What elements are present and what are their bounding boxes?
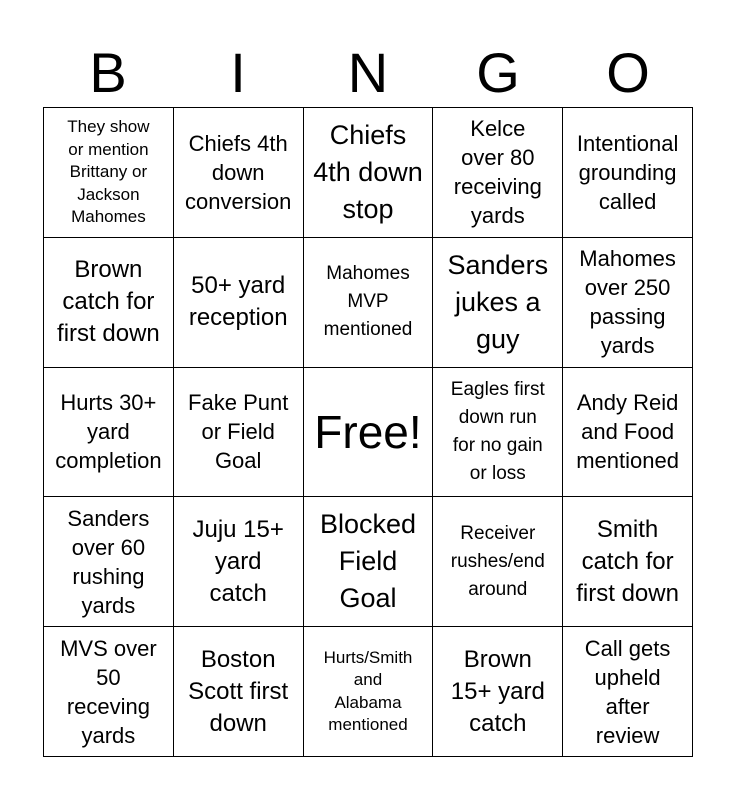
cell-text: They show or mention Brittany or Jackson Mahomes <box>67 117 150 227</box>
bingo-cell[interactable] <box>433 368 563 498</box>
cell-text: Brown 15+ yard catch <box>450 645 545 737</box>
bingo-cell[interactable] <box>174 238 304 368</box>
cell-text: Eagles first down run for no gain or loss <box>450 378 545 484</box>
header-letter-o: O <box>606 41 650 104</box>
cell-text: Kelce over 80 receiving yards <box>453 116 542 229</box>
cell-text: Chiefs 4th down conversion <box>185 130 292 214</box>
bingo-cell[interactable] <box>174 497 304 627</box>
cell-text: Brown catch for first down <box>57 256 160 348</box>
cell-text: 50+ yard reception <box>188 272 288 332</box>
bingo-cell[interactable] <box>44 108 174 238</box>
cell-text: Chiefs 4th down stop <box>313 119 423 224</box>
cell-text: Fake Punt or Field Goal <box>188 390 289 474</box>
bingo-cell[interactable] <box>44 368 174 498</box>
free-space[interactable] <box>304 368 434 498</box>
bingo-cell[interactable] <box>44 627 174 757</box>
bingo-cell[interactable] <box>174 108 304 238</box>
bingo-cell[interactable] <box>174 627 304 757</box>
header-letter-b: B <box>89 41 127 104</box>
header-letter-n: N <box>347 41 389 104</box>
cell-text: Intentional grounding called <box>576 130 679 214</box>
bingo-cell[interactable] <box>304 238 434 368</box>
bingo-cell[interactable] <box>304 108 434 238</box>
bingo-header <box>43 40 693 106</box>
bingo-cell[interactable] <box>304 627 434 757</box>
bingo-cell[interactable] <box>174 368 304 498</box>
cell-text: Juju 15+ yard catch <box>192 515 284 607</box>
cell-text: Mahomes MVP mentioned <box>323 263 413 341</box>
bingo-cell[interactable] <box>563 108 693 238</box>
cell-text: Mahomes over 250 passing yards <box>579 246 676 359</box>
bingo-cell[interactable] <box>563 627 693 757</box>
cell-text: Blocked Field Goal <box>319 509 417 614</box>
cell-text: MVS over 50 receving yards <box>60 635 157 748</box>
cell-text: Hurts 30+ yard completion <box>55 390 162 474</box>
bingo-cell[interactable] <box>563 238 693 368</box>
bingo-cell[interactable] <box>433 627 563 757</box>
cell-text: Andy Reid and Food mentioned <box>576 390 679 474</box>
free-space-text: Free! <box>314 405 422 458</box>
bingo-cell[interactable] <box>44 238 174 368</box>
bingo-board <box>43 107 693 757</box>
header-letter-g: G <box>476 41 520 104</box>
cell-text: Receiver rushes/end around <box>450 522 545 600</box>
header-letter-i: I <box>230 41 246 104</box>
bingo-cell[interactable] <box>44 497 174 627</box>
bingo-cell[interactable] <box>304 497 434 627</box>
cell-text: Boston Scott first down <box>188 645 289 737</box>
cell-text: Sanders over 60 rushing yards <box>67 505 150 618</box>
bingo-cell[interactable] <box>433 108 563 238</box>
bingo-cell[interactable] <box>433 238 563 368</box>
cell-text: Sanders jukes a guy <box>447 249 549 354</box>
cell-text: Hurts/Smith and Alabama mentioned <box>323 647 413 735</box>
cell-text: Call gets upheld after review <box>584 635 671 748</box>
bingo-cell[interactable] <box>433 497 563 627</box>
bingo-cell[interactable] <box>563 497 693 627</box>
bingo-cell[interactable] <box>563 368 693 498</box>
cell-text: Smith catch for first down <box>576 515 679 607</box>
